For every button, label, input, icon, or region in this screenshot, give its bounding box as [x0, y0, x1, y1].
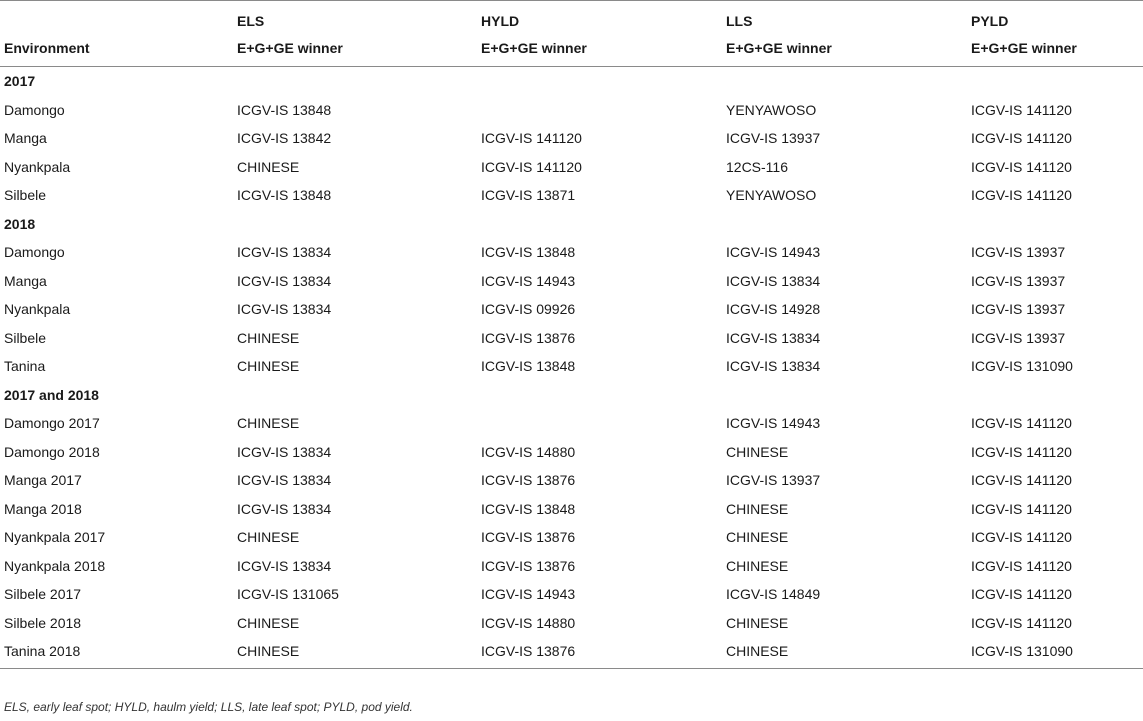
hyld-winner-cell: ICGV-IS 14943 [481, 586, 576, 603]
pyld-winner-cell: ICGV-IS 141120 [971, 614, 1072, 631]
table-row [0, 438, 1143, 467]
els-winner-cell: ICGV-IS 13848 [237, 101, 332, 118]
els-winner-cell: ICGV-IS 13834 [237, 557, 332, 574]
environment-cell: Damongo 2017 [4, 415, 100, 432]
hyld-winner-cell: ICGV-IS 13876 [481, 472, 576, 489]
group-label: 2018 [4, 215, 36, 232]
pyld-winner-cell: ICGV-IS 131090 [967, 637, 1143, 668]
environment-cell: Damongo [4, 101, 65, 118]
pyld-winner-cell: ICGV-IS 13937 [971, 244, 1066, 261]
table-row [0, 153, 1143, 182]
environment-cell: Silbele [4, 329, 47, 346]
pyld-winner-cell: ICGV-IS 141120 [971, 500, 1072, 517]
table-row [0, 609, 1143, 638]
environment-cell: Silbele 2018 [4, 614, 82, 631]
header-cell-els-winner: E+G+GE winner [233, 37, 477, 67]
header-row-traits [0, 1, 1143, 38]
hyld-winner-cell [477, 96, 722, 125]
pyld-winner-cell: ICGV-IS 131090 [971, 358, 1073, 375]
els-winner-cell: ICGV-IS 13834 [237, 272, 332, 289]
table-row [0, 267, 1143, 296]
hyld-winner-cell: ICGV-IS 14880 [481, 443, 576, 460]
pyld-winner-cell: ICGV-IS 141120 [971, 187, 1072, 204]
hyld-winner-cell: ICGV-IS 14880 [481, 614, 576, 631]
lls-winner-cell: ICGV-IS 13834 [726, 272, 821, 289]
header-cell-hyld: HYLD [477, 1, 722, 38]
header-cell-empty [0, 1, 233, 38]
table-row [0, 96, 1143, 125]
environment-cell: Nyankpala 2017 [4, 529, 106, 546]
els-winner-cell: CHINESE [237, 614, 300, 631]
header-cell-els: ELS [233, 1, 477, 38]
group-label: 2017 [4, 73, 36, 90]
hyld-winner-cell: ICGV-IS 13848 [481, 358, 576, 375]
table-row [0, 324, 1143, 353]
pyld-winner-cell: ICGV-IS 141120 [971, 415, 1072, 432]
lls-winner-cell: CHINESE [722, 637, 967, 668]
header-cell-environment: Environment [0, 37, 233, 67]
header-cell-pyld: PYLD [967, 1, 1143, 38]
els-winner-cell: ICGV-IS 13834 [237, 472, 332, 489]
environment-cell: Manga [4, 272, 47, 289]
els-winner-cell: CHINESE [237, 415, 300, 432]
pyld-winner-cell: ICGV-IS 141120 [971, 130, 1072, 147]
table-row [0, 295, 1143, 324]
hyld-winner-cell: ICGV-IS 141120 [481, 130, 582, 147]
environment-cell: Damongo 2018 [4, 443, 100, 460]
lls-winner-cell: YENYAWOSO [726, 187, 817, 204]
environment-cell: Tanina 2018 [0, 637, 233, 668]
pyld-winner-cell: ICGV-IS 13937 [971, 272, 1066, 289]
environment-cell: Manga 2018 [4, 500, 82, 517]
pyld-winner-cell: ICGV-IS 141120 [971, 158, 1072, 175]
pyld-winner-cell: ICGV-IS 13937 [971, 301, 1066, 318]
els-winner-cell: CHINESE [237, 158, 300, 175]
table-row [0, 637, 1143, 668]
els-winner-cell: ICGV-IS 13834 [237, 301, 332, 318]
environment-cell: Manga 2017 [4, 472, 82, 489]
table-body [0, 67, 1143, 669]
els-winner-cell: CHINESE [233, 637, 477, 668]
lls-winner-cell: YENYAWOSO [726, 101, 817, 118]
environment-cell: Nyankpala 2018 [4, 557, 106, 574]
pyld-winner-cell: ICGV-IS 141120 [971, 472, 1072, 489]
group-label: 2017 and 2018 [4, 386, 99, 403]
lls-winner-cell: CHINESE [726, 614, 789, 631]
els-winner-cell: CHINESE [237, 529, 300, 546]
hyld-winner-cell: ICGV-IS 13876 [477, 637, 722, 668]
els-winner-cell: ICGV-IS 13834 [237, 443, 332, 460]
hyld-winner-cell: ICGV-IS 13848 [481, 244, 576, 261]
environment-cell: Nyankpala [4, 158, 71, 175]
table-row [0, 352, 1143, 381]
els-winner-cell: ICGV-IS 13834 [237, 500, 332, 517]
table-row [0, 523, 1143, 552]
table-row [0, 181, 1143, 210]
hyld-winner-cell: ICGV-IS 13876 [481, 329, 576, 346]
pyld-winner-cell: ICGV-IS 141120 [971, 443, 1072, 460]
lls-winner-cell: ICGV-IS 13834 [726, 358, 821, 375]
hyld-winner-cell [477, 409, 722, 438]
hyld-winner-cell: ICGV-IS 13871 [481, 187, 576, 204]
lls-winner-cell: 12CS-116 [726, 158, 789, 175]
els-winner-cell: ICGV-IS 13842 [237, 130, 332, 147]
lls-winner-cell: ICGV-IS 14849 [726, 586, 821, 603]
lls-winner-cell: CHINESE [726, 500, 789, 517]
environment-cell: Silbele [4, 187, 47, 204]
hyld-winner-cell: ICGV-IS 141120 [481, 158, 582, 175]
lls-winner-cell: ICGV-IS 14928 [726, 301, 821, 318]
hyld-winner-cell: ICGV-IS 09926 [481, 301, 576, 318]
els-winner-cell: ICGV-IS 13834 [237, 244, 332, 261]
pyld-winner-cell: ICGV-IS 141120 [971, 586, 1072, 603]
els-winner-cell: CHINESE [237, 329, 300, 346]
lls-winner-cell: CHINESE [726, 529, 789, 546]
table-row [0, 580, 1143, 609]
els-winner-cell: CHINESE [237, 358, 300, 375]
environment-cell: Silbele 2017 [4, 586, 82, 603]
environment-cell: Manga [4, 130, 47, 147]
table-row [0, 238, 1143, 267]
header-cell-pyld-winner: E+G+GE winner [967, 37, 1143, 67]
pyld-winner-cell: ICGV-IS 141120 [971, 101, 1072, 118]
pyld-winner-cell: ICGV-IS 13937 [971, 329, 1066, 346]
pyld-winner-cell: ICGV-IS 141120 [971, 529, 1072, 546]
header-cell-hyld-winner: E+G+GE winner [477, 37, 722, 67]
table-row [0, 124, 1143, 153]
table-row [0, 495, 1143, 524]
environment-cell: Damongo [4, 244, 65, 261]
table-footnote: ELS, early leaf spot; HYLD, haulm yield; LLS, late leaf spot; PYLD, pod yield. [4, 700, 413, 714]
group-row [0, 210, 1143, 239]
lls-winner-cell: ICGV-IS 13937 [726, 130, 821, 147]
group-row [0, 381, 1143, 410]
lls-winner-cell: ICGV-IS 13834 [726, 329, 821, 346]
table-row [0, 409, 1143, 438]
hyld-winner-cell: ICGV-IS 13848 [481, 500, 576, 517]
lls-winner-cell: ICGV-IS 13937 [726, 472, 821, 489]
table-row [0, 466, 1143, 495]
els-winner-cell: ICGV-IS 13848 [237, 187, 332, 204]
pyld-winner-cell: ICGV-IS 141120 [971, 557, 1072, 574]
group-row [0, 67, 1143, 96]
table-row [0, 552, 1143, 581]
header-row-sub [0, 37, 1143, 67]
lls-winner-cell: ICGV-IS 14943 [726, 415, 821, 432]
lls-winner-cell: CHINESE [726, 557, 789, 574]
environment-cell: Nyankpala [4, 301, 71, 318]
header-cell-lls-winner: E+G+GE winner [722, 37, 967, 67]
hyld-winner-cell: ICGV-IS 13876 [481, 557, 576, 574]
environment-cell: Tanina [4, 358, 46, 375]
hyld-winner-cell: ICGV-IS 13876 [481, 529, 576, 546]
lls-winner-cell: ICGV-IS 14943 [726, 244, 821, 261]
lls-winner-cell: CHINESE [726, 443, 789, 460]
els-winner-cell: ICGV-IS 131065 [237, 586, 339, 603]
hyld-winner-cell: ICGV-IS 14943 [481, 272, 576, 289]
header-cell-lls: LLS [722, 1, 967, 38]
